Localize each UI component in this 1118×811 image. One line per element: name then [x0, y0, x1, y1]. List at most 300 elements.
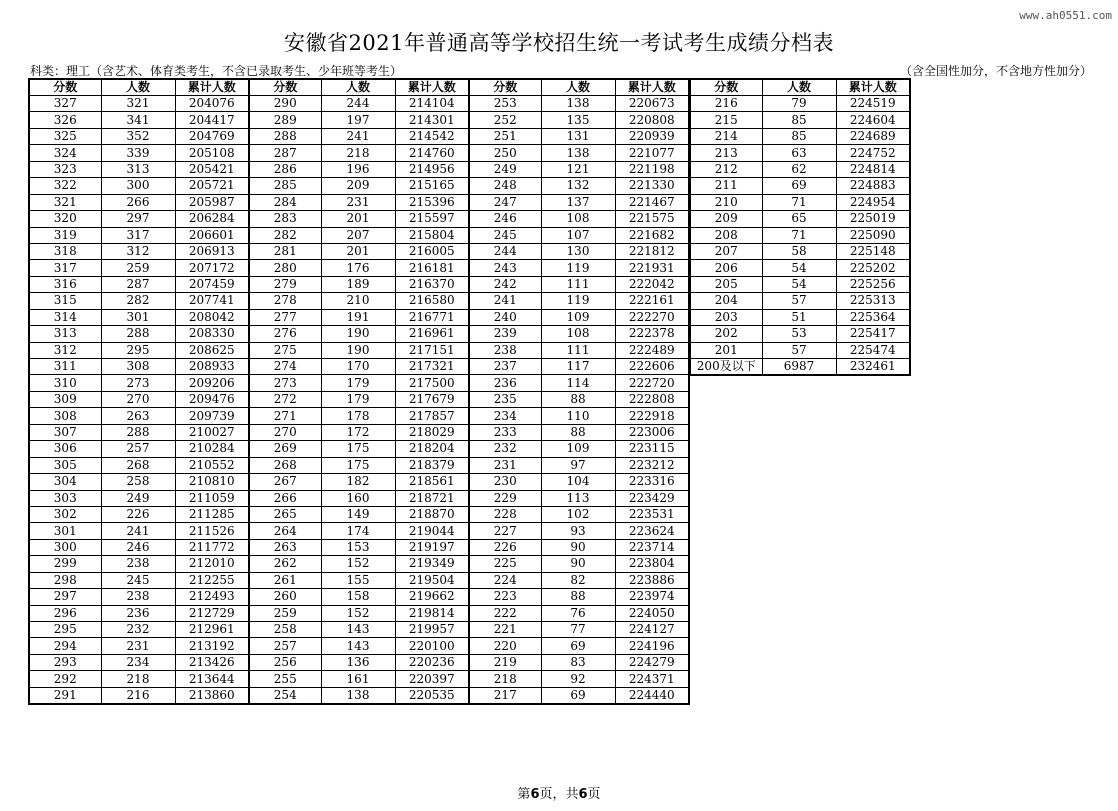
table-row — [469, 260, 689, 276]
count-cell: 79 — [762, 96, 836, 112]
cumulative-cell: 213860 — [175, 687, 249, 704]
count-cell: 119 — [541, 293, 615, 309]
cumulative-cell: 223429 — [615, 490, 689, 506]
table-row — [29, 243, 249, 259]
count-cell: 58 — [762, 243, 836, 259]
score-cell: 223 — [469, 589, 541, 605]
table-row — [29, 424, 249, 440]
cumulative-cell: 214542 — [395, 128, 469, 144]
count-cell: 137 — [541, 194, 615, 210]
count-cell: 54 — [762, 260, 836, 276]
cumulative-cell: 208042 — [175, 309, 249, 325]
count-cell: 88 — [541, 589, 615, 605]
column-header: 累计人数 — [395, 79, 469, 96]
table-row — [29, 506, 249, 522]
cumulative-cell: 215165 — [395, 178, 469, 194]
table-row — [469, 276, 689, 292]
table-row — [469, 539, 689, 555]
score-cell: 201 — [690, 342, 762, 358]
table-row — [249, 687, 469, 704]
table-row — [469, 408, 689, 424]
score-cell: 316 — [29, 276, 101, 292]
score-cell: 236 — [469, 375, 541, 391]
table-row — [249, 112, 469, 128]
column-header: 人数 — [321, 79, 395, 96]
count-cell: 179 — [321, 391, 395, 407]
table-row — [690, 260, 910, 276]
cumulative-cell: 205421 — [175, 161, 249, 177]
cumulative-cell: 222161 — [615, 293, 689, 309]
table-row — [29, 622, 249, 638]
score-table-block-3 — [468, 78, 690, 705]
table-row — [249, 523, 469, 539]
cumulative-cell: 204417 — [175, 112, 249, 128]
cumulative-cell: 208625 — [175, 342, 249, 358]
score-cell: 249 — [469, 161, 541, 177]
table-row — [29, 112, 249, 128]
table-row — [29, 539, 249, 555]
table-row — [29, 671, 249, 687]
count-cell: 182 — [321, 474, 395, 490]
cumulative-cell: 218721 — [395, 490, 469, 506]
score-cell: 274 — [249, 359, 321, 375]
count-cell: 97 — [541, 457, 615, 473]
count-cell: 83 — [541, 654, 615, 670]
count-cell: 175 — [321, 441, 395, 457]
cumulative-cell: 219044 — [395, 523, 469, 539]
count-cell: 152 — [321, 556, 395, 572]
cumulative-cell: 223531 — [615, 506, 689, 522]
count-cell: 241 — [321, 128, 395, 144]
cumulative-cell: 207459 — [175, 276, 249, 292]
count-cell: 266 — [101, 194, 175, 210]
score-cell: 292 — [29, 671, 101, 687]
count-cell: 111 — [541, 276, 615, 292]
count-cell: 234 — [101, 654, 175, 670]
count-cell: 131 — [541, 128, 615, 144]
score-cell: 222 — [469, 605, 541, 621]
score-cell: 263 — [249, 539, 321, 555]
score-cell: 253 — [469, 96, 541, 112]
table-row — [249, 260, 469, 276]
table-row — [249, 589, 469, 605]
table-row — [690, 243, 910, 259]
column-header: 人数 — [541, 79, 615, 96]
watermark-text: www.ah0551.com — [1019, 9, 1112, 22]
cumulative-cell: 207172 — [175, 260, 249, 276]
table-row — [29, 326, 249, 342]
table-row — [469, 457, 689, 473]
score-cell: 264 — [249, 523, 321, 539]
table-row — [690, 112, 910, 128]
score-cell: 261 — [249, 572, 321, 588]
count-cell: 258 — [101, 474, 175, 490]
score-cell: 287 — [249, 145, 321, 161]
cumulative-cell: 223974 — [615, 589, 689, 605]
table-row — [690, 178, 910, 194]
cumulative-cell: 220808 — [615, 112, 689, 128]
table-row — [469, 391, 689, 407]
count-cell: 218 — [101, 671, 175, 687]
table-header-row — [249, 79, 469, 96]
cumulative-cell: 223115 — [615, 441, 689, 457]
table-row — [29, 342, 249, 358]
score-cell: 320 — [29, 211, 101, 227]
table-row — [29, 408, 249, 424]
table-row — [29, 128, 249, 144]
count-cell: 65 — [762, 211, 836, 227]
count-cell: 92 — [541, 671, 615, 687]
column-header: 分数 — [690, 79, 762, 96]
cumulative-cell: 218561 — [395, 474, 469, 490]
cumulative-cell: 218204 — [395, 441, 469, 457]
table-row — [249, 178, 469, 194]
cumulative-cell: 224371 — [615, 671, 689, 687]
score-cell: 266 — [249, 490, 321, 506]
score-cell: 257 — [249, 638, 321, 654]
table-row — [469, 556, 689, 572]
cumulative-cell: 210810 — [175, 474, 249, 490]
score-table-block-1 — [28, 78, 250, 705]
table-row — [690, 194, 910, 210]
table-header-row — [29, 79, 249, 96]
count-cell: 287 — [101, 276, 175, 292]
score-cell: 315 — [29, 293, 101, 309]
score-cell: 301 — [29, 523, 101, 539]
cumulative-cell: 217151 — [395, 342, 469, 358]
score-cell: 208 — [690, 227, 762, 243]
score-cell: 224 — [469, 572, 541, 588]
count-cell: 121 — [541, 161, 615, 177]
cumulative-cell: 206913 — [175, 243, 249, 259]
table-row — [469, 227, 689, 243]
cumulative-cell: 216580 — [395, 293, 469, 309]
footer-total-pages: 6 — [578, 787, 588, 802]
count-cell: 51 — [762, 309, 836, 325]
table-row — [690, 276, 910, 292]
count-cell: 175 — [321, 457, 395, 473]
cumulative-cell: 216005 — [395, 243, 469, 259]
table-row — [249, 622, 469, 638]
score-cell: 204 — [690, 293, 762, 309]
table-row — [249, 128, 469, 144]
count-cell: 201 — [321, 243, 395, 259]
score-cell: 240 — [469, 309, 541, 325]
table-row — [29, 572, 249, 588]
table-row — [29, 194, 249, 210]
table-row — [249, 391, 469, 407]
table-row — [469, 128, 689, 144]
score-cell: 282 — [249, 227, 321, 243]
cumulative-cell: 214760 — [395, 145, 469, 161]
count-cell: 172 — [321, 424, 395, 440]
score-cell: 325 — [29, 128, 101, 144]
score-cell: 281 — [249, 243, 321, 259]
count-cell: 257 — [101, 441, 175, 457]
score-cell: 306 — [29, 441, 101, 457]
table-row — [249, 145, 469, 161]
count-cell: 236 — [101, 605, 175, 621]
table-row — [249, 605, 469, 621]
score-cell: 271 — [249, 408, 321, 424]
count-cell: 109 — [541, 441, 615, 457]
cumulative-cell: 222918 — [615, 408, 689, 424]
count-cell: 153 — [321, 539, 395, 555]
count-cell: 207 — [321, 227, 395, 243]
score-cell: 273 — [249, 375, 321, 391]
cumulative-cell: 212493 — [175, 589, 249, 605]
table-row — [29, 227, 249, 243]
table-row — [469, 326, 689, 342]
column-header: 累计人数 — [175, 79, 249, 96]
cumulative-cell: 211059 — [175, 490, 249, 506]
cumulative-cell: 221812 — [615, 243, 689, 259]
score-table-block-2 — [248, 78, 470, 705]
count-cell: 62 — [762, 161, 836, 177]
count-cell: 104 — [541, 474, 615, 490]
table-row — [249, 424, 469, 440]
column-header: 分数 — [469, 79, 541, 96]
count-cell: 54 — [762, 276, 836, 292]
score-cell: 305 — [29, 457, 101, 473]
score-cell: 295 — [29, 622, 101, 638]
cumulative-cell: 215597 — [395, 211, 469, 227]
count-cell: 108 — [541, 326, 615, 342]
table-row — [469, 145, 689, 161]
count-cell: 176 — [321, 260, 395, 276]
table-row — [249, 359, 469, 375]
count-cell: 53 — [762, 326, 836, 342]
score-cell: 303 — [29, 490, 101, 506]
cumulative-cell: 224050 — [615, 605, 689, 621]
cumulative-cell: 216181 — [395, 260, 469, 276]
table-row — [249, 161, 469, 177]
table-row — [29, 309, 249, 325]
cumulative-cell: 224440 — [615, 687, 689, 704]
table-row — [469, 375, 689, 391]
score-cell: 270 — [249, 424, 321, 440]
count-cell: 288 — [101, 424, 175, 440]
cumulative-cell: 209476 — [175, 391, 249, 407]
count-cell: 178 — [321, 408, 395, 424]
cumulative-cell: 222489 — [615, 342, 689, 358]
cumulative-cell: 221467 — [615, 194, 689, 210]
cumulative-cell: 211285 — [175, 506, 249, 522]
cumulative-cell: 224689 — [836, 128, 910, 144]
cumulative-cell: 212961 — [175, 622, 249, 638]
table-row — [469, 441, 689, 457]
table-row — [469, 523, 689, 539]
score-cell: 302 — [29, 506, 101, 522]
cumulative-cell: 225364 — [836, 309, 910, 325]
table-row — [469, 342, 689, 358]
score-cell: 310 — [29, 375, 101, 391]
table-row — [29, 605, 249, 621]
table-row — [29, 178, 249, 194]
table-row — [249, 309, 469, 325]
table-row — [249, 654, 469, 670]
cumulative-cell: 223212 — [615, 457, 689, 473]
table-row — [29, 474, 249, 490]
score-cell: 280 — [249, 260, 321, 276]
count-cell: 138 — [541, 145, 615, 161]
count-cell: 174 — [321, 523, 395, 539]
count-cell: 226 — [101, 506, 175, 522]
cumulative-cell: 223714 — [615, 539, 689, 555]
table-row — [469, 605, 689, 621]
score-cell: 286 — [249, 161, 321, 177]
count-cell: 138 — [321, 687, 395, 704]
score-cell: 293 — [29, 654, 101, 670]
table-row — [249, 293, 469, 309]
table-row — [690, 128, 910, 144]
count-cell: 317 — [101, 227, 175, 243]
score-cell: 216 — [690, 96, 762, 112]
cumulative-cell: 223804 — [615, 556, 689, 572]
cumulative-cell: 204076 — [175, 96, 249, 112]
score-cell: 324 — [29, 145, 101, 161]
count-cell: 321 — [101, 96, 175, 112]
count-cell: 301 — [101, 309, 175, 325]
count-cell: 90 — [541, 539, 615, 555]
count-cell: 244 — [321, 96, 395, 112]
score-cell: 265 — [249, 506, 321, 522]
count-cell: 119 — [541, 260, 615, 276]
count-cell: 69 — [541, 638, 615, 654]
table-row — [249, 326, 469, 342]
table-row — [469, 424, 689, 440]
page-title: 安徽省2021年普通高等学校招生统一考试考生成绩分档表 — [284, 31, 834, 55]
table-row — [249, 276, 469, 292]
count-cell: 232 — [101, 622, 175, 638]
cumulative-cell: 221931 — [615, 260, 689, 276]
score-cell: 321 — [29, 194, 101, 210]
score-cell: 241 — [469, 293, 541, 309]
count-cell: 108 — [541, 211, 615, 227]
table-row — [249, 243, 469, 259]
cumulative-cell: 205987 — [175, 194, 249, 210]
score-cell: 260 — [249, 589, 321, 605]
table-row — [690, 161, 910, 177]
table-row — [469, 211, 689, 227]
score-cell: 285 — [249, 178, 321, 194]
score-cell: 262 — [249, 556, 321, 572]
table-row — [690, 326, 910, 342]
cumulative-cell: 219349 — [395, 556, 469, 572]
score-cell: 312 — [29, 342, 101, 358]
table-row — [29, 260, 249, 276]
cumulative-cell: 206284 — [175, 211, 249, 227]
table-row — [690, 145, 910, 161]
table-row — [469, 112, 689, 128]
score-cell: 239 — [469, 326, 541, 342]
count-cell: 238 — [101, 556, 175, 572]
cumulative-cell: 215804 — [395, 227, 469, 243]
score-cell: 200及以下 — [690, 359, 762, 376]
footer-prefix: 第 — [517, 787, 531, 802]
cumulative-cell: 225202 — [836, 260, 910, 276]
cumulative-cell: 220100 — [395, 638, 469, 654]
score-cell: 256 — [249, 654, 321, 670]
cumulative-cell: 208933 — [175, 359, 249, 375]
table-row — [690, 96, 910, 112]
count-cell: 77 — [541, 622, 615, 638]
table-row — [29, 276, 249, 292]
count-cell: 136 — [321, 654, 395, 670]
cumulative-cell: 222606 — [615, 359, 689, 375]
score-cell: 211 — [690, 178, 762, 194]
count-cell: 191 — [321, 309, 395, 325]
cumulative-cell: 220939 — [615, 128, 689, 144]
cumulative-cell: 221077 — [615, 145, 689, 161]
score-cell: 250 — [469, 145, 541, 161]
column-header: 累计人数 — [615, 79, 689, 96]
score-cell: 230 — [469, 474, 541, 490]
score-cell: 219 — [469, 654, 541, 670]
count-cell: 297 — [101, 211, 175, 227]
table-row — [249, 441, 469, 457]
score-cell: 220 — [469, 638, 541, 654]
score-cell: 233 — [469, 424, 541, 440]
score-cell: 245 — [469, 227, 541, 243]
count-cell: 259 — [101, 260, 175, 276]
cumulative-cell: 218379 — [395, 457, 469, 473]
score-cell: 299 — [29, 556, 101, 572]
count-cell: 263 — [101, 408, 175, 424]
count-cell: 88 — [541, 391, 615, 407]
cumulative-cell: 218870 — [395, 506, 469, 522]
cumulative-cell: 215396 — [395, 194, 469, 210]
table-row — [249, 342, 469, 358]
score-cell: 275 — [249, 342, 321, 358]
count-cell: 107 — [541, 227, 615, 243]
cumulative-cell: 213192 — [175, 638, 249, 654]
table-row — [469, 572, 689, 588]
score-cell: 242 — [469, 276, 541, 292]
score-cell: 202 — [690, 326, 762, 342]
score-cell: 279 — [249, 276, 321, 292]
cumulative-cell: 216771 — [395, 309, 469, 325]
cumulative-cell: 221682 — [615, 227, 689, 243]
count-cell: 71 — [762, 227, 836, 243]
count-cell: 170 — [321, 359, 395, 375]
score-cell: 311 — [29, 359, 101, 375]
score-cell: 203 — [690, 309, 762, 325]
score-cell: 215 — [690, 112, 762, 128]
score-cell: 317 — [29, 260, 101, 276]
count-cell: 197 — [321, 112, 395, 128]
count-cell: 85 — [762, 128, 836, 144]
score-cell: 205 — [690, 276, 762, 292]
table-row — [249, 96, 469, 112]
count-cell: 135 — [541, 112, 615, 128]
table-row — [249, 638, 469, 654]
table-row — [249, 194, 469, 210]
score-cell: 269 — [249, 441, 321, 457]
count-cell: 82 — [541, 572, 615, 588]
cumulative-cell: 224604 — [836, 112, 910, 128]
cumulative-cell: 221575 — [615, 211, 689, 227]
count-cell: 273 — [101, 375, 175, 391]
score-cell: 298 — [29, 572, 101, 588]
table-row — [469, 359, 689, 375]
table-row — [690, 211, 910, 227]
cumulative-cell: 216370 — [395, 276, 469, 292]
cumulative-cell: 209739 — [175, 408, 249, 424]
table-row — [469, 506, 689, 522]
table-row — [249, 474, 469, 490]
table-row — [469, 638, 689, 654]
